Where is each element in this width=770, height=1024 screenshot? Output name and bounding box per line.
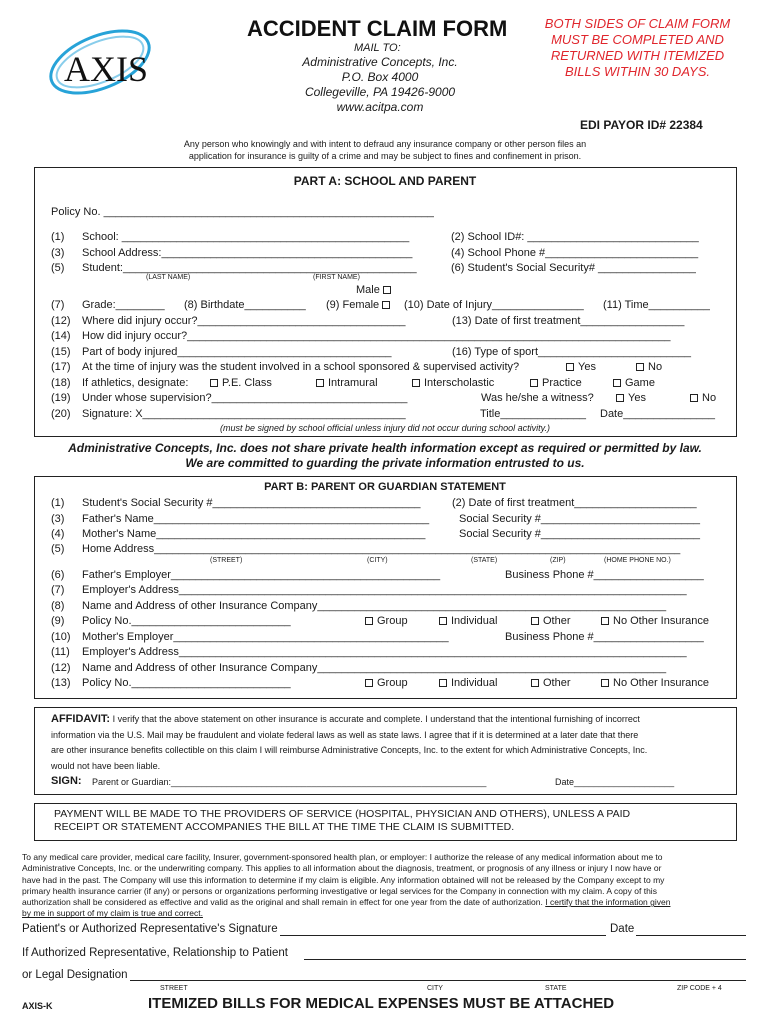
father-employer-field[interactable]: Father's Employer____________________________________________ — [82, 569, 441, 581]
student-ssn-field[interactable]: Student's Social Security #__________________________________ — [82, 497, 421, 509]
checkbox[interactable] — [439, 617, 447, 625]
option-label: Other — [543, 677, 571, 689]
row-number: (13) — [51, 677, 71, 689]
legal-designation-label: or Legal Designation — [22, 969, 128, 981]
row-number: (14) — [51, 330, 71, 342]
father-other-insurance-field[interactable]: Name and Address of other Insurance Company_________________________________________________________ — [82, 600, 667, 612]
individual-option[interactable] — [439, 677, 497, 689]
first-name-caption: (FIRST NAME) — [313, 274, 360, 281]
form-code: AXIS-K — [22, 1001, 53, 1011]
last-name-caption: (LAST NAME) — [146, 274, 191, 281]
row-number: (7) — [51, 299, 65, 311]
body-part-field[interactable]: Part of body injured___________________________________ — [82, 346, 392, 358]
other-option[interactable] — [531, 677, 571, 689]
mother-other-insurance-field[interactable]: Name and Address of other Insurance Company_________________________________________________________ — [82, 662, 667, 674]
row-number: (7) — [51, 584, 65, 596]
row-number: (15) — [51, 346, 71, 358]
row-number: (3) — [51, 247, 65, 259]
home-address-field[interactable]: Home Address______________________________________________________________________________________ — [82, 543, 681, 555]
edi-payor-id: EDI PAYOR ID# 22384 — [580, 118, 703, 132]
checkbox[interactable] — [690, 394, 698, 402]
fraud-warning: Any person who knowingly and with intent to defraud any insurance company or other person files an application for insurance is guilty of a crime and may be subject to fines and confinement in prison. — [183, 139, 587, 161]
mother-employer-address-field[interactable]: Employer's Address___________________________________________________________________________________ — [82, 646, 687, 658]
rep-signature-label: Patient's or Authorized Representative's Signature — [22, 923, 278, 935]
checkbox[interactable] — [636, 363, 644, 371]
home-phone-caption: (HOME PHONE NO.) — [604, 557, 671, 564]
female-option[interactable] — [326, 299, 394, 311]
rep-signature-line[interactable] — [280, 935, 606, 936]
school-address-field[interactable]: School Address:_________________________________________ — [82, 247, 413, 259]
individual-option[interactable] — [439, 615, 497, 627]
checkbox[interactable] — [316, 379, 324, 387]
row-number: (1) — [51, 497, 65, 509]
father-business-phone-field[interactable]: Business Phone #__________________ — [505, 569, 704, 581]
row-number: (1) — [51, 231, 65, 243]
relationship-line[interactable] — [304, 959, 746, 960]
father-policy-field[interactable]: Policy No.__________________________ — [82, 615, 291, 627]
affidavit-label: AFFIDAVIT: — [51, 713, 111, 725]
part-b-title: PART B: PARENT OR GUARDIAN STATEMENT — [264, 481, 506, 493]
row-number: (12) — [51, 315, 71, 327]
practice-option[interactable] — [530, 377, 582, 389]
group-option[interactable] — [365, 615, 408, 627]
checkbox[interactable] — [530, 379, 538, 387]
intramural-option[interactable] — [316, 377, 378, 389]
row-number: (19) — [51, 392, 71, 404]
form-title: ACCIDENT CLAIM FORM — [247, 16, 508, 41]
option-label: No Other Insurance — [613, 615, 709, 627]
first-treatment-field[interactable]: (13) Date of first treatment_________________ — [452, 315, 685, 327]
mother-employer-field[interactable]: Mother's Employer_____________________________________________ — [82, 631, 449, 643]
female-label: (9) Female — [326, 299, 380, 311]
checkbox[interactable] — [439, 679, 447, 687]
row-number: (4) — [51, 528, 65, 540]
policy-number-field[interactable]: Policy No. ______________________________________________________ — [51, 206, 434, 218]
checkbox[interactable] — [210, 379, 218, 387]
checkbox[interactable] — [601, 679, 609, 687]
signature-note: (must be signed by school official unless injury did not occur during school activity.) — [220, 423, 550, 433]
row-number: (17) — [51, 361, 71, 373]
option-label: Game — [625, 377, 655, 389]
street-caption: STREET — [160, 985, 188, 992]
axis-logo — [38, 18, 158, 98]
checkbox[interactable] — [616, 394, 624, 402]
witness-yes-option[interactable] — [616, 392, 646, 404]
mother-name-field[interactable]: Mother's Name____________________________________________ — [82, 528, 426, 540]
student-ssn-field[interactable]: (6) Student's Social Security# ________________ — [451, 262, 696, 274]
witness-question: Was he/she a witness? — [481, 392, 594, 404]
yes-label: Yes — [578, 361, 596, 373]
checkbox[interactable] — [412, 379, 420, 387]
guardian-signature-field[interactable]: Parent or Guardian:_______________________________________________________________ — [92, 777, 487, 787]
affidavit-date-field[interactable]: Date____________________ — [555, 777, 675, 787]
option-label: Other — [543, 615, 571, 627]
student-name-field[interactable]: Student:________________________________________________ — [82, 262, 417, 274]
how-injury-field[interactable]: How did injury occur?_______________________________________________________________________________ — [82, 330, 671, 342]
row-number: (10) — [51, 631, 71, 643]
male-label: Male — [356, 284, 380, 296]
row-number: (8) — [51, 600, 65, 612]
part-a-title: PART A: SCHOOL AND PARENT — [293, 174, 477, 188]
no-label: No — [702, 392, 717, 404]
state-caption: (STATE) — [471, 557, 498, 564]
rep-date-line[interactable] — [636, 935, 746, 936]
row-number: (20) — [51, 408, 71, 420]
option-label: No Other Insurance — [613, 677, 709, 689]
itemized-bills-notice: ITEMIZED BILLS FOR MEDICAL EXPENSES MUST BE ATTACHED — [148, 995, 615, 1012]
city-caption: (CITY) — [367, 557, 388, 564]
privacy-statement: Administrative Concepts, Inc. does not share private health information except as required or permitted by law. We are committed to guarding the private information entrusted to us. — [68, 441, 702, 470]
relationship-label: If Authorized Representative, Relationship to Patient — [22, 947, 288, 959]
activity-yes-option[interactable] — [566, 361, 596, 373]
checkbox[interactable] — [601, 617, 609, 625]
male-option[interactable] — [356, 284, 395, 296]
rep-date-label: Date — [610, 923, 635, 935]
row-number: (18) — [51, 377, 71, 389]
first-treatment-field[interactable]: (2) Date of first treatment____________________ — [452, 497, 697, 509]
mother-ssn-field[interactable]: Social Security #__________________________ — [459, 528, 700, 540]
activity-no-option[interactable] — [636, 361, 662, 373]
father-ssn-field[interactable]: Social Security #__________________________ — [459, 513, 700, 525]
row-number: (11) — [51, 646, 70, 658]
interscholastic-option[interactable] — [412, 377, 494, 389]
option-label: Group — [377, 615, 408, 627]
option-label: Individual — [451, 615, 498, 627]
mail-address: Administrative Concepts, Inc. P.O. Box 4000 Collegeville, PA 19426-9000 www.acitpa.com — [302, 55, 458, 114]
female-checkbox[interactable] — [382, 301, 390, 309]
certify-text-end: by me in support of my claim is true and correct. — [22, 908, 203, 919]
yes-label: Yes — [628, 392, 646, 404]
time-field[interactable]: (11) Time__________ — [603, 299, 710, 311]
certify-text: I certify that the information given — [545, 897, 671, 908]
row-number: (6) — [51, 569, 65, 581]
school-signature-field[interactable]: Signature: X___________________________________________ — [82, 408, 406, 420]
street-caption: (STREET) — [210, 557, 243, 564]
supervised-activity-question: At the time of injury was the student involved in a school sponsored & supervised activity? — [82, 361, 520, 373]
row-number: (5) — [51, 262, 65, 274]
zip-caption: ZIP CODE + 4 — [677, 985, 722, 992]
male-checkbox[interactable] — [383, 286, 391, 294]
authorization-text: To any medical care provider, medical care facility, Insurer, government-sponsored health plan, or employer: I authorize the release of any medical information about me to Administrative Concepts, Inc. or the underwriting company. This applies to all information about the diagnosis, treatment, or prognosis of any illness or injury I now have or have had in the past. The Company will use this information to determine if my claim is eligible. Any information obtained will not be released by the Company except to my primary health insurance carrier (if any) or persons or organizations performing investigative or legal services for the Company in connection with my claim. A copy of this authorization shall be considered as effective and valid as the original and shall remain in effect for one year from the date of authorization. I certify that the information given by me in support of my claim is true and correct. — [22, 852, 671, 919]
option-label: Practice — [542, 377, 582, 389]
affidavit-text: AFFIDAVIT: I verify that the above statement on other insurance is accurate and complete. I understand that the intentional furnishing of incorrect information via the U.S. Mail may be fraudulent and violate federal laws as well as state laws. I agree that if it is determined at a later date that there are other insurance benefits collectible on this claim I will reimburse Administrative Concepts, Inc. to the extent for which Administrative Concepts, Inc. would not have been liable. — [51, 713, 648, 771]
row-number: (12) — [51, 662, 71, 674]
return-notice: BOTH SIDES OF CLAIM FORM MUST BE COMPLETED AND RETURNED WITH ITEMIZED BILLS WITHIN 30 DAYS. — [544, 16, 731, 79]
state-caption: STATE — [545, 985, 567, 992]
option-label: Interscholastic — [424, 377, 495, 389]
father-employer-address-field[interactable]: Employer's Address___________________________________________________________________________________ — [82, 584, 687, 596]
other-option[interactable] — [531, 615, 571, 627]
option-label: Individual — [451, 677, 498, 689]
date-field[interactable]: Date_______________ — [600, 408, 716, 420]
option-label: Group — [377, 677, 408, 689]
no-other-insurance-option[interactable] — [601, 677, 709, 689]
row-number: (5) — [51, 543, 65, 555]
city-caption: CITY — [427, 985, 443, 992]
father-name-field[interactable]: Father's Name_____________________________________________ — [82, 513, 430, 525]
mail-to: MAIL TO: — [354, 42, 401, 54]
athletics-label: If athletics, designate: — [82, 377, 189, 389]
witness-no-option[interactable] — [690, 392, 716, 404]
checkbox[interactable] — [566, 363, 574, 371]
checkbox[interactable] — [365, 679, 373, 687]
legal-designation-line[interactable] — [130, 980, 746, 981]
where-injury-field[interactable]: Where did injury occur?__________________________________ — [82, 315, 406, 327]
school-id-field[interactable]: (2) School ID#: ____________________________ — [451, 231, 699, 243]
row-number: (3) — [51, 513, 65, 525]
option-label: Intramural — [328, 377, 378, 389]
mother-policy-field[interactable]: Policy No.__________________________ — [82, 677, 291, 689]
title-field[interactable]: Title______________ — [480, 408, 587, 420]
school-phone-field[interactable]: (4) School Phone #_________________________ — [451, 247, 699, 259]
checkbox[interactable] — [613, 379, 621, 387]
payment-notice: PAYMENT WILL BE MADE TO THE PROVIDERS OF SERVICE (HOSPITAL, PHYSICIAN AND OTHERS), UNLESS A PAID RECEIPT OR STATEMENT ACCOMPANIES THE BILL AT THE TIME THE CLAIM IS SUBMITTED. — [54, 808, 631, 833]
checkbox[interactable] — [365, 617, 373, 625]
sign-label: SIGN: — [51, 775, 82, 787]
option-label: P.E. Class — [222, 377, 272, 389]
sport-type-field[interactable]: (16) Type of sport_________________________ — [452, 346, 691, 358]
grade-field[interactable]: Grade:________ — [82, 299, 165, 311]
mother-business-phone-field[interactable]: Business Phone #__________________ — [505, 631, 704, 643]
no-label: No — [648, 361, 663, 373]
game-option[interactable] — [613, 377, 655, 389]
birthdate-field[interactable]: (8) Birthdate__________ — [184, 299, 306, 311]
pe-class-option[interactable] — [210, 377, 272, 389]
checkbox[interactable] — [531, 617, 539, 625]
school-field[interactable]: School: _______________________________________________ — [82, 231, 410, 243]
zip-caption: (ZIP) — [550, 557, 566, 564]
checkbox[interactable] — [531, 679, 539, 687]
date-of-injury-field[interactable]: (10) Date of Injury_______________ — [404, 299, 584, 311]
no-other-insurance-option[interactable] — [601, 615, 709, 627]
row-number: (9) — [51, 615, 65, 627]
supervision-field[interactable]: Under whose supervision?________________________________ — [82, 392, 408, 404]
group-option[interactable] — [365, 677, 408, 689]
logo-text: AXIS — [64, 49, 149, 89]
